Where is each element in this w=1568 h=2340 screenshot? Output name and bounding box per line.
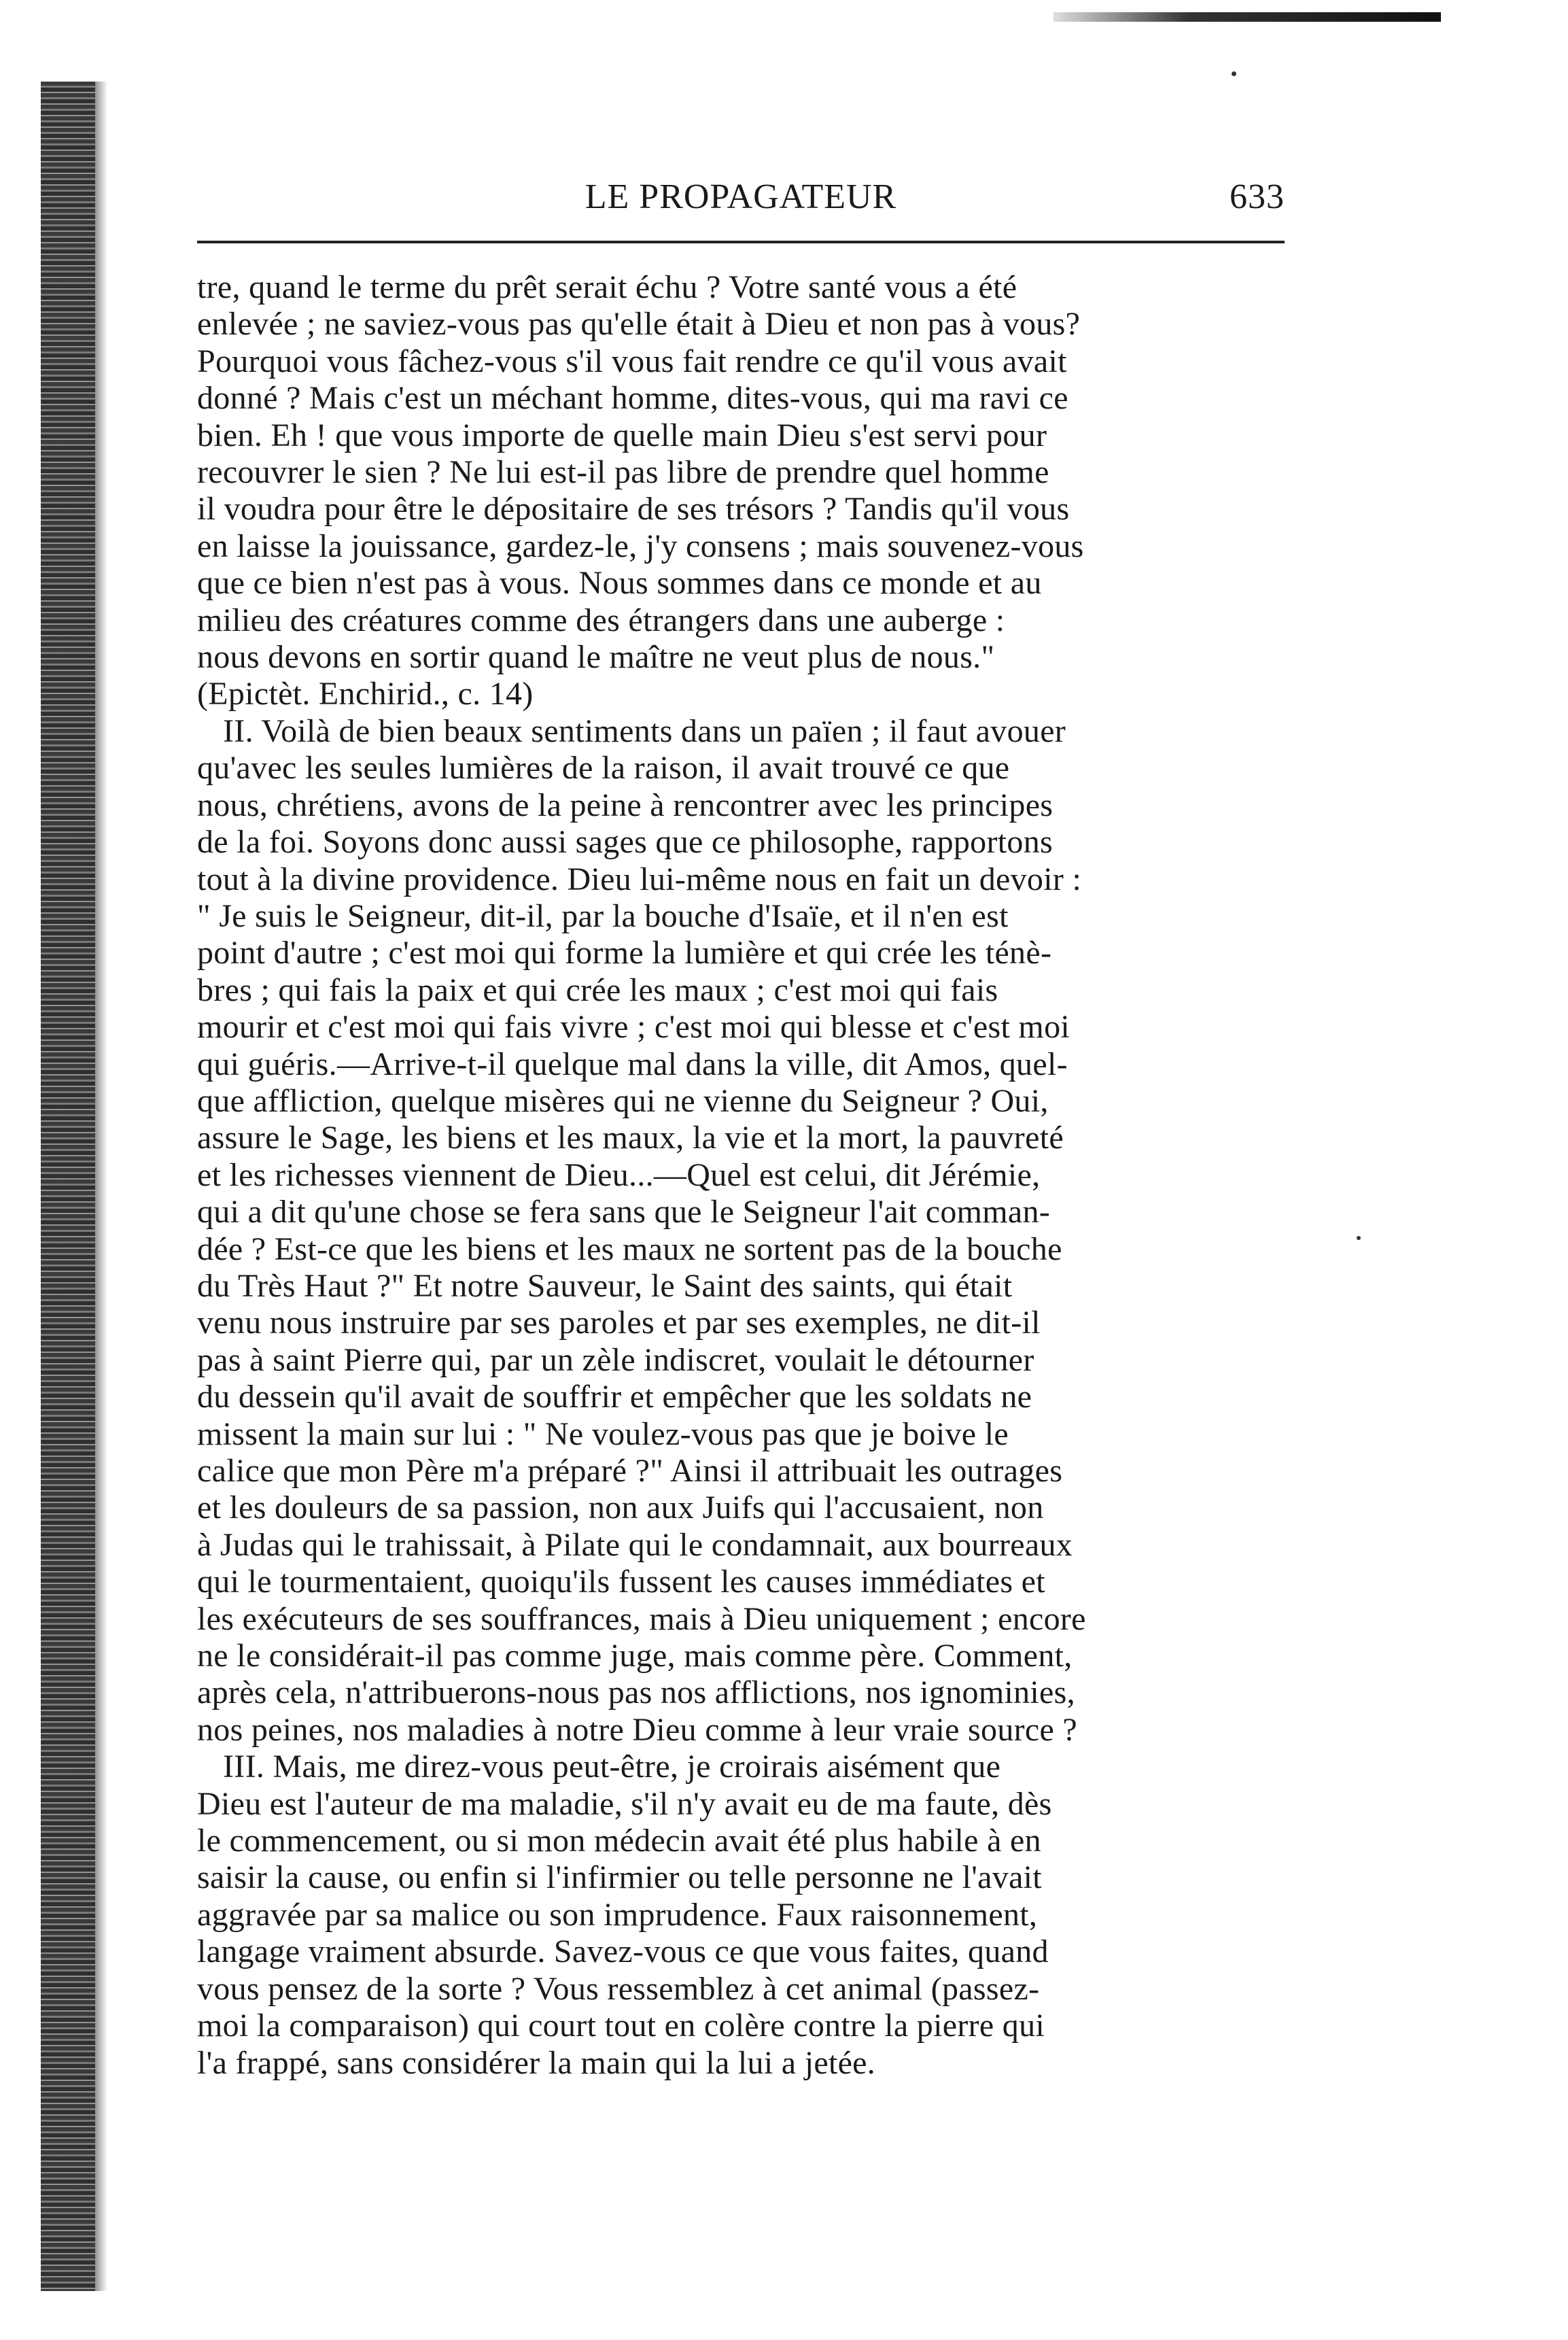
page — [197, 170, 1285, 2082]
text-line: aggravée par sa malice ou son imprudence. Faux raisonnement, — [197, 1896, 1038, 1933]
scan-speck — [1232, 71, 1236, 76]
text-line: langage vraiment absurde. Savez-vous ce que vous faites, quand — [197, 1933, 1049, 1970]
text-line: tout à la divine providence. Dieu lui-même nous en fait un devoir : — [197, 861, 1082, 897]
text-line: dée ? Est-ce que les biens et les maux ne sortent pas de la bouche — [197, 1231, 1062, 1267]
text-line: les exécuteurs de ses souffrances, mais à Dieu uniquement ; encore — [197, 1600, 1086, 1637]
text-line: pas à saint Pierre qui, par un zèle indiscret, voulait le détourner — [197, 1341, 1034, 1378]
text-line: ne le considérait-il pas comme juge, mais comme père. Comment, — [197, 1638, 1073, 1674]
text-line: qui guéris.—Arrive-t-il quelque mal dans la ville, dit Amos, quel- — [197, 1046, 1068, 1082]
header-rule — [197, 241, 1285, 243]
text-line: du dessein qu'il avait de souffrir et empêcher que les soldats ne — [197, 1379, 1032, 1415]
text-line: " Je suis le Seigneur, dit-il, par la bouche d'Isaïe, et il n'en est — [197, 897, 1009, 934]
text-line: le commencement, ou si mon médecin avait été plus habile à en — [197, 1823, 1041, 1859]
text-line: et les douleurs de sa passion, non aux Juifs qui l'accusaient, non — [197, 1490, 1044, 1526]
text-line: enlevée ; ne saviez-vous pas qu'elle était à Dieu et non pas à vous? — [197, 306, 1081, 343]
binding-edge-shadow — [41, 82, 95, 2291]
text-line: de la foi. Soyons donc aussi sages que ce philosophe, rapportons — [197, 824, 1053, 861]
text-line: du Très Haut ?" Et notre Sauveur, le Saint des saints, qui était — [197, 1267, 1013, 1304]
text-line: (Epictèt. Enchirid., c. 14) — [197, 676, 534, 712]
text-line: que ce bien n'est pas à vous. Nous sommes dans ce monde et au — [197, 565, 1042, 602]
text-line: point d'autre ; c'est moi qui forme la lumière et qui crée les ténè- — [197, 935, 1052, 971]
scan-artifact-rule — [1053, 12, 1441, 22]
text-line: nous devons en sortir quand le maître ne veut plus de nous." — [197, 639, 995, 676]
text-line: saisir la cause, ou enfin si l'infirmier ou telle personne ne l'avait — [197, 1859, 1042, 1896]
text-line: recouvrer le sien ? Ne lui est-il pas libre de prendre quel homme — [197, 454, 1049, 491]
text-line: qu'avec les seules lumières de la raison, il avait trouvé ce que — [197, 750, 1010, 787]
running-head — [197, 170, 1285, 231]
running-head-title: LE PROPAGATEUR — [585, 177, 897, 216]
text-line: que affliction, quelque misères qui ne vienne du Seigneur ? Oui, — [197, 1082, 1049, 1119]
text-line: III. Mais, me direz-vous peut-être, je croirais aisément que — [223, 1749, 1001, 1785]
paragraph-continuation — [197, 269, 1285, 713]
body-text — [197, 269, 1285, 2082]
text-line: milieu des créatures comme des étrangers dans une auberge : — [197, 602, 1005, 638]
text-line: l'a frappé, sans considérer la main qui la lui a jetée. — [197, 2044, 876, 2081]
text-line: bien. Eh ! que vous importe de quelle main Dieu s'est servi pour — [197, 417, 1047, 453]
text-line: Pourquoi vous fâchez-vous s'il vous fait rendre ce qu'il vous avait — [197, 343, 1067, 379]
text-line: il voudra pour être le dépositaire de ses trésors ? Tandis qu'il vous — [197, 491, 1070, 528]
text-line: tre, quand le terme du prêt serait échu ? Votre santé vous a été — [197, 269, 1017, 305]
text-line: nos peines, nos maladies à notre Dieu comme à leur vraie source ? — [197, 1711, 1078, 1748]
paragraph-section-iii — [197, 1749, 1285, 2082]
text-line: moi la comparaison) qui court tout en colère contre la pierre qui — [197, 2008, 1045, 2044]
text-line: venu nous instruire par ses paroles et par ses exemples, ne dit-il — [197, 1305, 1041, 1341]
text-line: II. Voilà de bien beaux sentiments dans un païen ; il faut avouer — [223, 712, 1066, 749]
text-line: et les richesses viennent de Dieu...—Quel est celui, dit Jérémie, — [197, 1156, 1041, 1193]
text-line: assure le Sage, les biens et les maux, la vie et la mort, la pauvreté — [197, 1120, 1064, 1156]
text-line: vous pensez de la sorte ? Vous ressemblez à cet animal (passez- — [197, 1970, 1040, 2007]
page-number: 633 — [1230, 177, 1285, 216]
paragraph-section-ii — [197, 713, 1285, 1749]
text-line: Dieu est l'auteur de ma maladie, s'il n'y avait eu de ma faute, dès — [197, 1785, 1052, 1822]
text-line: donné ? Mais c'est un méchant homme, dites-vous, qui ma ravi ce — [197, 380, 1068, 417]
text-line: mourir et c'est moi qui fais vivre ; c'est moi qui blesse et c'est moi — [197, 1009, 1070, 1046]
text-line: nous, chrétiens, avons de la peine à rencontrer avec les principes — [197, 787, 1053, 823]
text-line: calice que mon Père m'a préparé ?" Ainsi il attribuait les outrages — [197, 1453, 1063, 1489]
text-line: à Judas qui le trahissait, à Pilate qui le condamnait, aux bourreaux — [197, 1526, 1073, 1563]
text-line: qui le tourmentaient, quoiqu'ils fussent les causes immédiates et — [197, 1564, 1045, 1600]
text-line: missent la main sur lui : " Ne voulez-vous pas que je boive le — [197, 1415, 1009, 1452]
scan-speck — [1357, 1236, 1361, 1240]
text-line: en laisse la jouissance, gardez-le, j'y consens ; mais souvenez-vous — [197, 528, 1084, 564]
text-line: après cela, n'attribuerons-nous pas nos afflictions, nos ignominies, — [197, 1674, 1075, 1711]
text-line: qui a dit qu'une chose se fera sans que le Seigneur l'ait comman- — [197, 1194, 1051, 1231]
text-line: bres ; qui fais la paix et qui crée les maux ; c'est moi qui fais — [197, 971, 998, 1008]
